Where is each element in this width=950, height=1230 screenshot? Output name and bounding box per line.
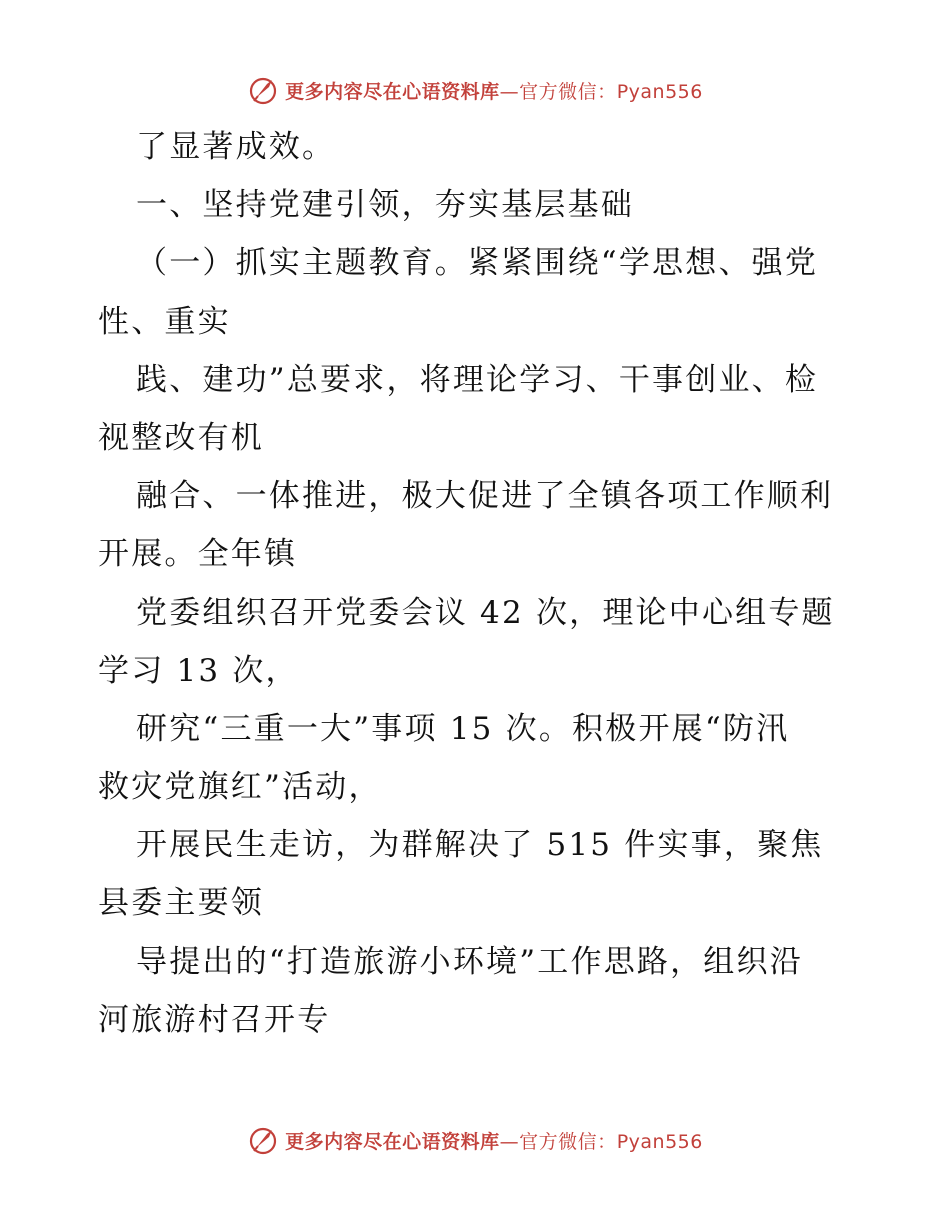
paragraph-line: （一）抓实主题教育。紧紧围绕“学思想、强党 [136,245,819,282]
header-banner-text [285,77,703,104]
paragraph-line: 学习 13 次， [98,652,299,689]
paragraph-line: 了显著成效。 [136,129,336,165]
paragraph-line: 践、建功”总要求，将理论学习、干事创业、检 [136,361,819,398]
footer-banner-text [285,1127,703,1154]
paragraph-line: 性、重实 [98,303,231,340]
paragraph-line: 河旅游村召开专 [98,1001,331,1038]
footer-banner-main: 更多内容尽在心语资料库 [285,1130,500,1153]
paragraph-line: 融合、一体推进，极大促进了全镇各项工作顺利 [136,478,834,515]
header-banner-wechat-id: Pyan556 [616,80,703,103]
header-banner [0,70,950,110]
paragraph-line: 救灾党旗红”活动， [98,769,382,806]
quill-emblem-icon [247,74,279,106]
paragraph-line: 开展。全年镇 [98,536,298,573]
paragraph-line: 导提出的“打造旅游小环境”工作思路，组织沿 [136,943,803,980]
paragraph-line: 一、坚持党建引领，夯实基层基础 [136,187,634,224]
document-body [98,118,858,1049]
paragraph-line: 视整改有机 [98,419,264,456]
footer-banner-dash: — [499,1130,520,1153]
footer-banner [0,1120,950,1160]
paragraph-line: 开展民生走访，为群解决了 515 件实事，聚焦 [136,827,824,864]
footer-banner-wechat-label: 官方微信： [519,1130,617,1153]
header-banner-main: 更多内容尽在心语资料库 [285,80,500,103]
paragraph-line: 研究“三重一大”事项 15 次。积极开展“防汛 [136,710,790,747]
header-banner-wechat-label: 官方微信： [519,80,617,103]
paragraph-line: 县委主要领 [98,885,264,922]
header-banner-dash: — [499,80,520,103]
footer-banner-wechat-id: Pyan556 [616,1130,703,1153]
paragraph-line: 党委组织召开党委会议 42 次，理论中心组专题 [136,594,835,631]
quill-emblem-icon [247,1124,279,1156]
